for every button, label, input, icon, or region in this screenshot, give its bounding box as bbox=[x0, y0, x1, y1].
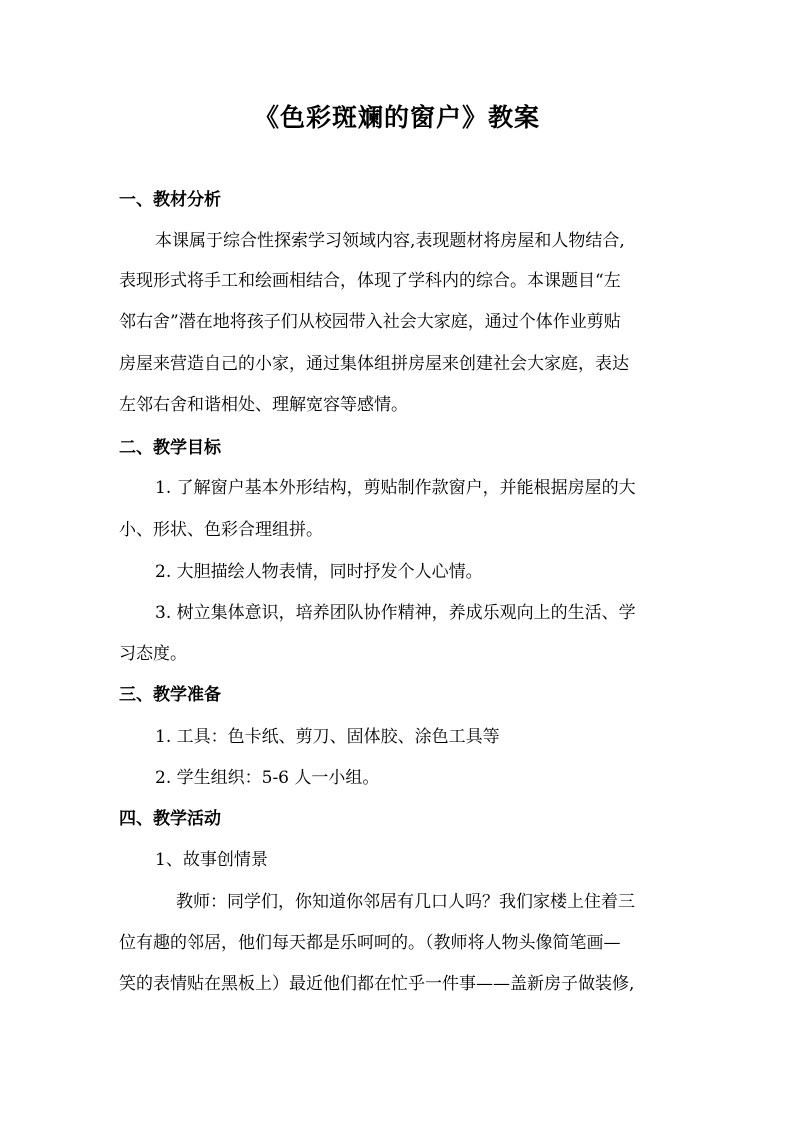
paragraph-line: 笑的表情贴在黑板上）最近他们都在忙乎一件事——盖新房子做装修, bbox=[119, 974, 635, 994]
paragraph-line: 本课属于综合性探索学习领域内容,表现题材将房屋和人物结合, bbox=[155, 231, 625, 251]
paragraph-line: 小、形状、色彩合理组拼。 bbox=[119, 520, 323, 540]
paragraph-line: 教师：同学们，你知道你邻居有几口人吗？我们家楼上住着三 bbox=[176, 892, 635, 912]
paragraph-line: 2. 大胆描绘人物表情，同时抒发个人心情。 bbox=[155, 562, 483, 582]
paragraph-line: 1、故事创情景 bbox=[155, 850, 268, 870]
section-heading-objectives: 二、教学目标 bbox=[119, 438, 221, 458]
paragraph-line: 表现形式将手工和绘画相结合，体现了学科内的综合。本课题目“左 bbox=[119, 271, 621, 291]
paragraph-line: 1. 了解窗户基本外形结构，剪贴制作款窗户，并能根据房屋的大 bbox=[155, 478, 636, 498]
paragraph-line: 3. 树立集体意识，培养团队协作精神，养成乐观向上的生活、学 bbox=[155, 603, 636, 623]
section-heading-preparation: 三、教学准备 bbox=[119, 685, 221, 705]
paragraph-line: 左邻右舍和谐相处、理解宽容等感情。 bbox=[119, 395, 408, 415]
paragraph-line: 习态度。 bbox=[119, 644, 187, 664]
section-heading-activities: 四、教学活动 bbox=[119, 809, 221, 829]
paragraph-line: 位有趣的邻居，他们每天都是乐呵呵的。（教师将人物头像简笔画— bbox=[119, 933, 621, 953]
paragraph-line: 邻右舍”潜在地将孩子们从校园带入社会大家庭，通过个体作业剪贴 bbox=[119, 312, 621, 332]
paragraph-line: 房屋来营造自己的小家，通过集体组拼房屋来创建社会大家庭，表达 bbox=[119, 354, 629, 374]
section-heading-analysis: 一、教材分析 bbox=[119, 190, 221, 210]
document-title: 《色彩斑斓的窗户》教案 bbox=[253, 103, 540, 132]
paragraph-line: 2. 学生组织：5-6 人一小组。 bbox=[155, 768, 380, 788]
paragraph-line: 1. 工具：色卡纸、剪刀、固体胶、涂色工具等 bbox=[155, 727, 500, 747]
